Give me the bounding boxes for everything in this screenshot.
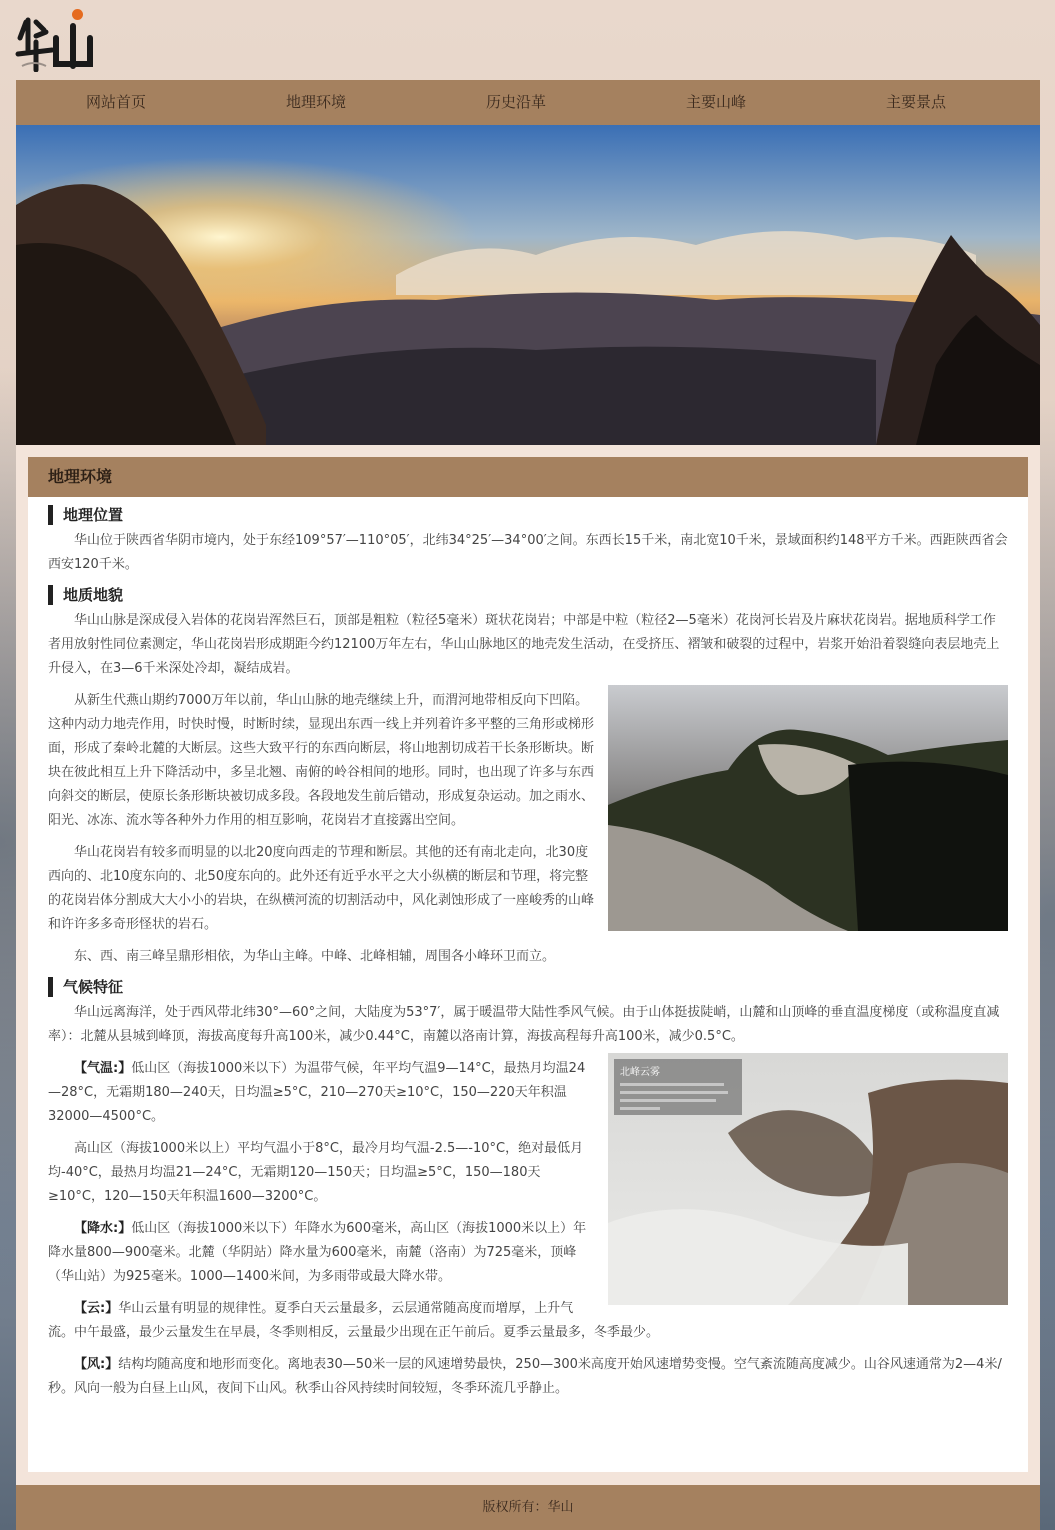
- section-heading-climate: 气候特征: [48, 977, 1008, 997]
- item-text: 结构均随高度和地形而变化。离地表30—50米一层的风速增势最快，250—300米高度开始风速增势变慢。空气紊流随高度减少。山谷风速通常为2—4米/秒。风向一般为白昼上山风，夜间下山风。秋季山谷风持续时间较短，冬季环流几乎静止。: [48, 1357, 1002, 1396]
- nav-item-history[interactable]: 历史沿革: [485, 93, 546, 111]
- item-text: 低山区（海拔1000米以下）年降水为600毫米，高山区（海拔1000米以上）年降水量800—900毫米。北麓（华阴站）降水量为600毫米，南麓（洛南）为725毫米，顶峰（华山站）为925毫米。1000—1400米间，为多雨带或最大降水带。: [48, 1221, 587, 1284]
- hero-banner-image: [16, 125, 1040, 445]
- paragraph: 华山远离海洋，处于西风带北纬30°—60°之间，大陆度为53°7′，属于暖温带大陆性季风气候。由于山体挺拔陡峭，山麓和山顶峰的垂直温度梯度（或称温度直减率）：北麓从县城到峰顶，海拔高度每升高100米，减少0.44°C，南麓以洛南计算，海拔高程每升高100米，减少0.5°C。: [48, 1005, 1000, 1044]
- paragraph: 东、西、南三峰呈鼎形相依，为华山主峰。中峰、北峰相辅，周围各小峰环卫而立。: [74, 949, 556, 964]
- item-text: 高山区（海拔1000米以上）平均气温小于8°C，最冷月均气温-2.5—-10°C，绝对最低月均-40°C，最热月均温21—24°C，无霜期120—150天；日均温≥5°C，150—180天≥10°C，120—150天年积温1600—3200°C。: [48, 1141, 584, 1204]
- mountain-forest-photo: [608, 685, 1008, 931]
- item-label: 【降水:】: [74, 1221, 132, 1236]
- logo-dot: [72, 9, 83, 20]
- paragraph: 从新生代燕山期约7000万年以前，华山山脉的地壳继续上升，而渭河地带相反向下凹陷。这种内动力地壳作用，时快时慢，时断时续，显现出东西一线上并列着许多平整的三角形或梯形面，形成了秦岭北麓的大断层。这些大致平行的东西向断层，将山地割切成若干长条形断块。断块在彼此相互上升下降活动中，多呈北翘、南俯的岭谷相间的地形。同时，也出现了许多与东西向斜交的断层，使原长条形断块被切成多段。各段地发生前后错动，形成复杂运动。加之雨水、阳光、冰冻、流水等各种外力作用的相互影响，花岗岩才直接露出空间。: [48, 693, 595, 828]
- page-title: 地理环境: [28, 457, 1028, 497]
- item-text: 低山区（海拔1000米以下）为温带气候，年平均气温9—14°C，最热月均温24—28°C，无霜期180—240天，日均温≥5°C，210—270天≥10°C，150—220天年积温32000—4500°C。: [48, 1061, 586, 1124]
- nav-item-home[interactable]: 网站首页: [85, 93, 146, 111]
- copyright-text: 版权所有：华山: [482, 1500, 574, 1515]
- item-label: 【风:】: [74, 1357, 119, 1372]
- paragraph: 华山花岗岩有较多而明显的以北20度向西走的节理和断层。其他的还有南北走向，北30度西向的、北10度东向的、北50度东向的。此外还有近乎水平之大小纵横的断层和节理，将完整的花岗岩体分割成大大小小的岩块，在纵横河流的切割活动中，风化剥蚀形成了一座峻秀的山峰和许许多多奇形怪状的岩石。: [48, 845, 595, 932]
- item-label: 【云:】: [74, 1301, 119, 1316]
- item-label: 【气温:】: [74, 1061, 132, 1076]
- nav-item-peaks[interactable]: 主要山峰: [685, 93, 746, 111]
- photo-caption: 北峰云雾: [620, 1067, 660, 1078]
- paragraph: 华山位于陕西省华阴市境内，处于东经109°57′—110°05′，北纬34°25′—34°00′之间。东西长15千米，南北宽10千米，景域面积约148平方千米。西距陕西省会西安120千米。: [48, 533, 1008, 572]
- article-body: [28, 497, 1028, 1472]
- section-heading-location: 地理位置: [48, 505, 1008, 525]
- nav-item-scenic-spots[interactable]: 主要景点: [885, 93, 946, 111]
- site-logo[interactable]: [14, 8, 96, 72]
- paragraph-text: 华山山脉是深成侵入岩体的花岗岩浑然巨石，顶部是粗粒（粒径5毫米）斑状花岗岩；中部是中粒（粒径2—5毫米）花岗河长岩及片麻状花岗岩。据地质科学工作者用放射性同位素测定，华山花岗岩形成期距今约12100万年左右，华山山脉地区的地壳发生活动，在受挤压、褶皱和破裂的过程中，岩浆开始沿着裂缝向表层地壳上升侵入，在3—6千米深处冷却，凝结成岩。: [48, 613, 1000, 676]
- site-footer: [16, 1485, 1040, 1530]
- climate-item-wind: [48, 1353, 1008, 1401]
- main-nav: [16, 80, 1040, 125]
- site-header: [0, 0, 1055, 80]
- logo-mark-icon: [14, 8, 96, 72]
- nav-item-geography[interactable]: 地理环境: [285, 93, 346, 111]
- content-panel: [16, 445, 1040, 1485]
- paragraph: [48, 609, 1008, 681]
- section-heading-geology: 地质地貌: [48, 585, 1008, 605]
- item-text: 华山云量有明显的规律性。夏季白天云量最多，云层通常随高度而增厚，上升气流。中午最盛，最少云量发生在早晨，冬季则相反，云量最少出现在正午前后。夏季云量最多，冬季最少。: [48, 1301, 660, 1340]
- cloud-sea-photo: [608, 1053, 1008, 1305]
